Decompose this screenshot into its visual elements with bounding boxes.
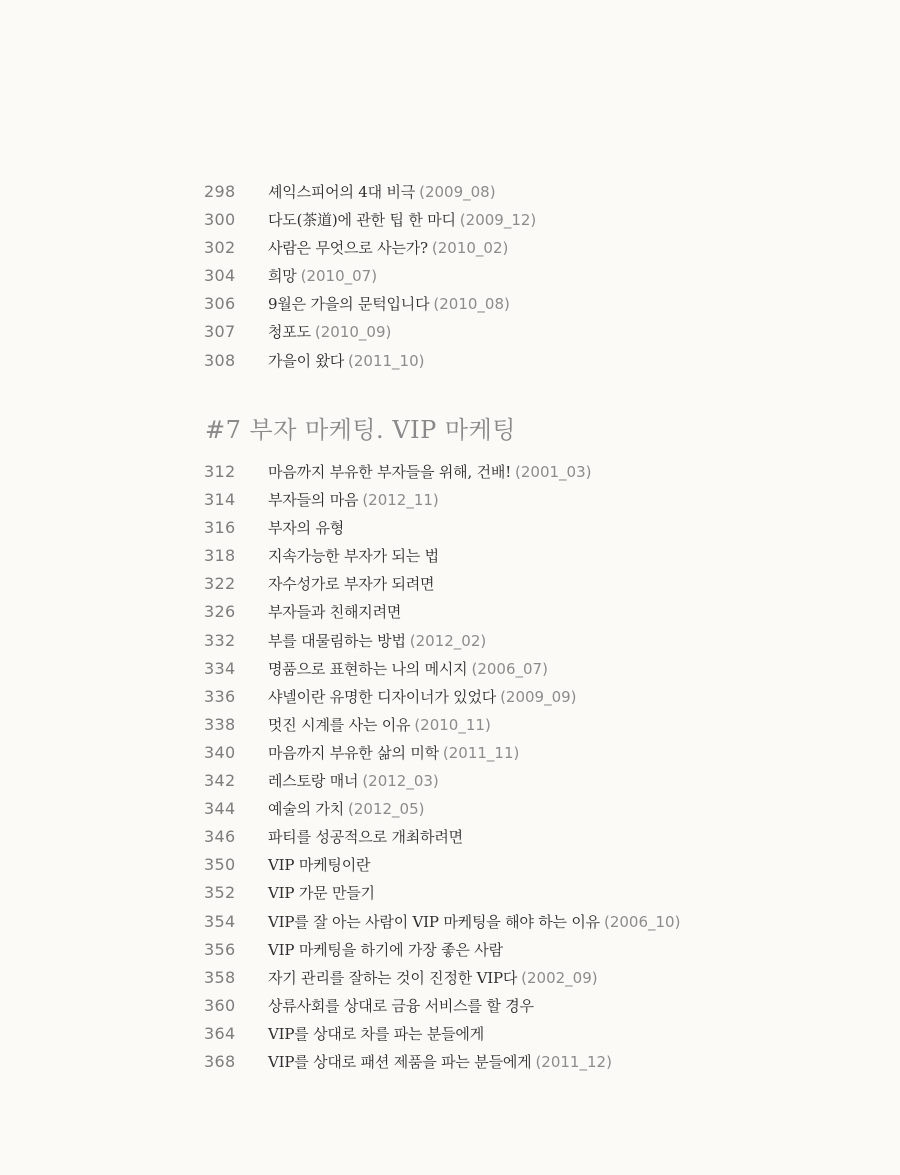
- page-number: 368: [204, 1051, 236, 1071]
- page-number: 298: [204, 182, 236, 201]
- entry-date: (2009_12): [459, 211, 537, 230]
- page-number: 340: [204, 742, 236, 762]
- entry-title: 자수성가로 부자가 되려면: [268, 575, 435, 594]
- entry-date: (2011_11): [442, 743, 520, 762]
- toc-entry: [0, 1048, 900, 1076]
- toc-entry: [0, 542, 900, 570]
- entry-date: (2012_02): [409, 631, 487, 650]
- entry-text: [268, 851, 374, 879]
- entry-title: 희망: [268, 267, 297, 286]
- page-number: 308: [204, 350, 236, 370]
- entry-date: (2010_08): [433, 295, 510, 314]
- entry-title: 부자들과 친해지려면: [268, 603, 402, 622]
- entry-text: [268, 318, 391, 346]
- entry-date: (2010_02): [431, 239, 509, 258]
- page-number: 354: [204, 911, 236, 931]
- toc-entry: [0, 711, 900, 739]
- entry-title: VIP를 상대로 차를 파는 분들에게: [268, 1024, 485, 1043]
- page-number: 338: [204, 714, 236, 734]
- entry-title: 샤넬이란 유명한 디자이너가 있었다: [268, 687, 497, 706]
- entry-title: VIP를 상대로 패션 제품을 파는 분들에게: [268, 1052, 532, 1071]
- toc-entry: [0, 823, 900, 851]
- entry-text: [268, 570, 438, 598]
- entry-text: [268, 486, 439, 514]
- entry-title: 부를 대물림하는 방법: [268, 631, 406, 650]
- toc-entry: [0, 964, 900, 992]
- entry-title: VIP를 잘 아는 사람이 VIP 마케팅을 해야 하는 이유: [268, 912, 600, 931]
- entry-title: 파티를 성공적으로 개최하려면: [268, 828, 463, 847]
- page-number: 312: [204, 462, 236, 481]
- entry-text: [268, 178, 496, 206]
- entry-title: 사람은 무엇으로 사는가?: [268, 239, 428, 258]
- entry-title: 가을이 왔다: [268, 351, 345, 370]
- entry-text: [268, 711, 491, 739]
- entry-text: [268, 992, 538, 1020]
- toc-entry: [0, 486, 900, 514]
- page-number: 302: [204, 238, 236, 258]
- entry-text: [268, 936, 507, 964]
- page-number: 316: [204, 518, 236, 538]
- toc-entry: [0, 1020, 900, 1048]
- page-number: 332: [204, 630, 236, 650]
- page-number: 358: [204, 967, 236, 987]
- page-number: 360: [204, 995, 236, 1015]
- page-number: 304: [204, 266, 236, 286]
- page-number: 364: [204, 1023, 236, 1043]
- page-number: 314: [204, 490, 236, 510]
- entry-title: 부자의 유형: [268, 519, 345, 538]
- entry-text: [268, 879, 379, 907]
- entry-date: (2011_12): [535, 1052, 612, 1071]
- entry-date: (2010_09): [314, 323, 392, 342]
- entry-text: [268, 627, 486, 655]
- toc-entry: [0, 992, 900, 1020]
- entry-title: 청포도: [268, 323, 311, 342]
- entry-date: (2006_07): [471, 659, 548, 678]
- entry-text: [268, 823, 467, 851]
- toc-entry: [0, 347, 900, 375]
- entry-title: 마음까지 부유한 삶의 미학: [268, 743, 439, 762]
- entry-title: 명품으로 표현하는 나의 메시지: [268, 659, 468, 678]
- toc-entry: [0, 936, 900, 964]
- entry-title: VIP 가문 만들기: [268, 884, 375, 903]
- entry-text: [268, 908, 680, 936]
- toc-list-part1: [0, 178, 900, 375]
- entry-text: [268, 542, 443, 570]
- entry-text: [268, 290, 510, 318]
- entry-title: 지속가능한 부자가 되는 법: [268, 547, 439, 566]
- toc-entry: [0, 795, 900, 823]
- entry-date: (2012_11): [362, 491, 439, 510]
- entry-date: (2012_05): [348, 800, 425, 819]
- toc-entry: [0, 570, 900, 598]
- entry-title: 다도(茶道)에 관한 팁 한 마디: [268, 211, 456, 230]
- page-number: 356: [204, 939, 236, 959]
- entry-text: [268, 458, 592, 486]
- entry-text: [268, 347, 425, 375]
- entry-text: [268, 262, 377, 290]
- toc-entry: [0, 514, 900, 542]
- page-number: 326: [204, 602, 236, 622]
- entry-text: [268, 739, 519, 767]
- toc-entry: [0, 234, 900, 262]
- toc-entry: [0, 627, 900, 655]
- page-number: 346: [204, 827, 236, 847]
- toc-entry: [0, 739, 900, 767]
- toc-entry: [0, 879, 900, 907]
- entry-title: 상류사회를 상대로 금융 서비스를 할 경우: [268, 996, 534, 1015]
- entry-text: [268, 598, 405, 626]
- entry-title: 셰익스피어의 4대 비극: [268, 183, 416, 201]
- entry-title: 마음까지 부유한 부자들을 위해, 건배!: [268, 463, 512, 481]
- entry-title: 9월은 가을의 문턱입니다: [268, 295, 430, 314]
- page-number: 342: [204, 771, 236, 791]
- page-number: 307: [204, 322, 236, 342]
- toc-entry: [0, 206, 900, 234]
- entry-date: (2010_07): [300, 267, 378, 286]
- toc-entry: [0, 290, 900, 318]
- entry-text: [268, 964, 598, 992]
- toc-entry: [0, 655, 900, 683]
- toc-entry: [0, 178, 900, 206]
- entry-date: (2009_08): [419, 183, 496, 201]
- toc-list-part2: [0, 458, 900, 1076]
- entry-date: (2006_10): [603, 912, 681, 931]
- toc-entry: [0, 683, 900, 711]
- toc-entry: [0, 598, 900, 626]
- entry-text: [268, 1048, 612, 1076]
- entry-date: (2001_03): [515, 463, 592, 481]
- entry-text: [268, 206, 536, 234]
- toc-entry: [0, 767, 900, 795]
- page-number: 300: [204, 210, 236, 230]
- entry-text: [268, 655, 548, 683]
- page-number: 334: [204, 658, 236, 678]
- entry-text: [268, 1020, 488, 1048]
- toc-entry: [0, 262, 900, 290]
- page-number: 306: [204, 294, 236, 314]
- entry-text: [268, 234, 508, 262]
- page-number: 350: [204, 855, 236, 875]
- page-number: 322: [204, 574, 236, 594]
- entry-title: 예술의 가치: [268, 800, 345, 819]
- entry-title: 레스토랑 매너: [268, 772, 359, 791]
- page-number: 344: [204, 799, 236, 819]
- entry-text: [268, 795, 425, 823]
- entry-title: VIP 마케팅을 하기에 가장 좋은 사람: [268, 940, 503, 959]
- toc-entry: [0, 851, 900, 879]
- toc-entry: [0, 318, 900, 346]
- page-number: 352: [204, 883, 236, 903]
- entry-text: [268, 683, 577, 711]
- section-heading: #7 부자 마케팅. VIP 마케팅: [205, 416, 516, 444]
- entry-date: (2012_03): [362, 772, 439, 791]
- toc-entry: [0, 908, 900, 936]
- entry-date: (2002_09): [521, 968, 598, 987]
- entry-date: (2010_11): [414, 715, 491, 734]
- entry-text: [268, 767, 439, 795]
- page-number: 336: [204, 686, 236, 706]
- entry-title: 멋진 시계를 사는 이유: [268, 715, 411, 734]
- toc-entry: [0, 458, 900, 486]
- entry-date: (2011_10): [348, 351, 425, 370]
- entry-title: VIP 마케팅이란: [268, 856, 371, 875]
- entry-text: [268, 514, 348, 542]
- entry-date: (2009_09): [500, 687, 577, 706]
- entry-title: 자기 관리를 잘하는 것이 진정한 VIP다: [268, 968, 518, 987]
- page-number: 318: [204, 546, 236, 566]
- entry-title: 부자들의 마음: [268, 491, 359, 510]
